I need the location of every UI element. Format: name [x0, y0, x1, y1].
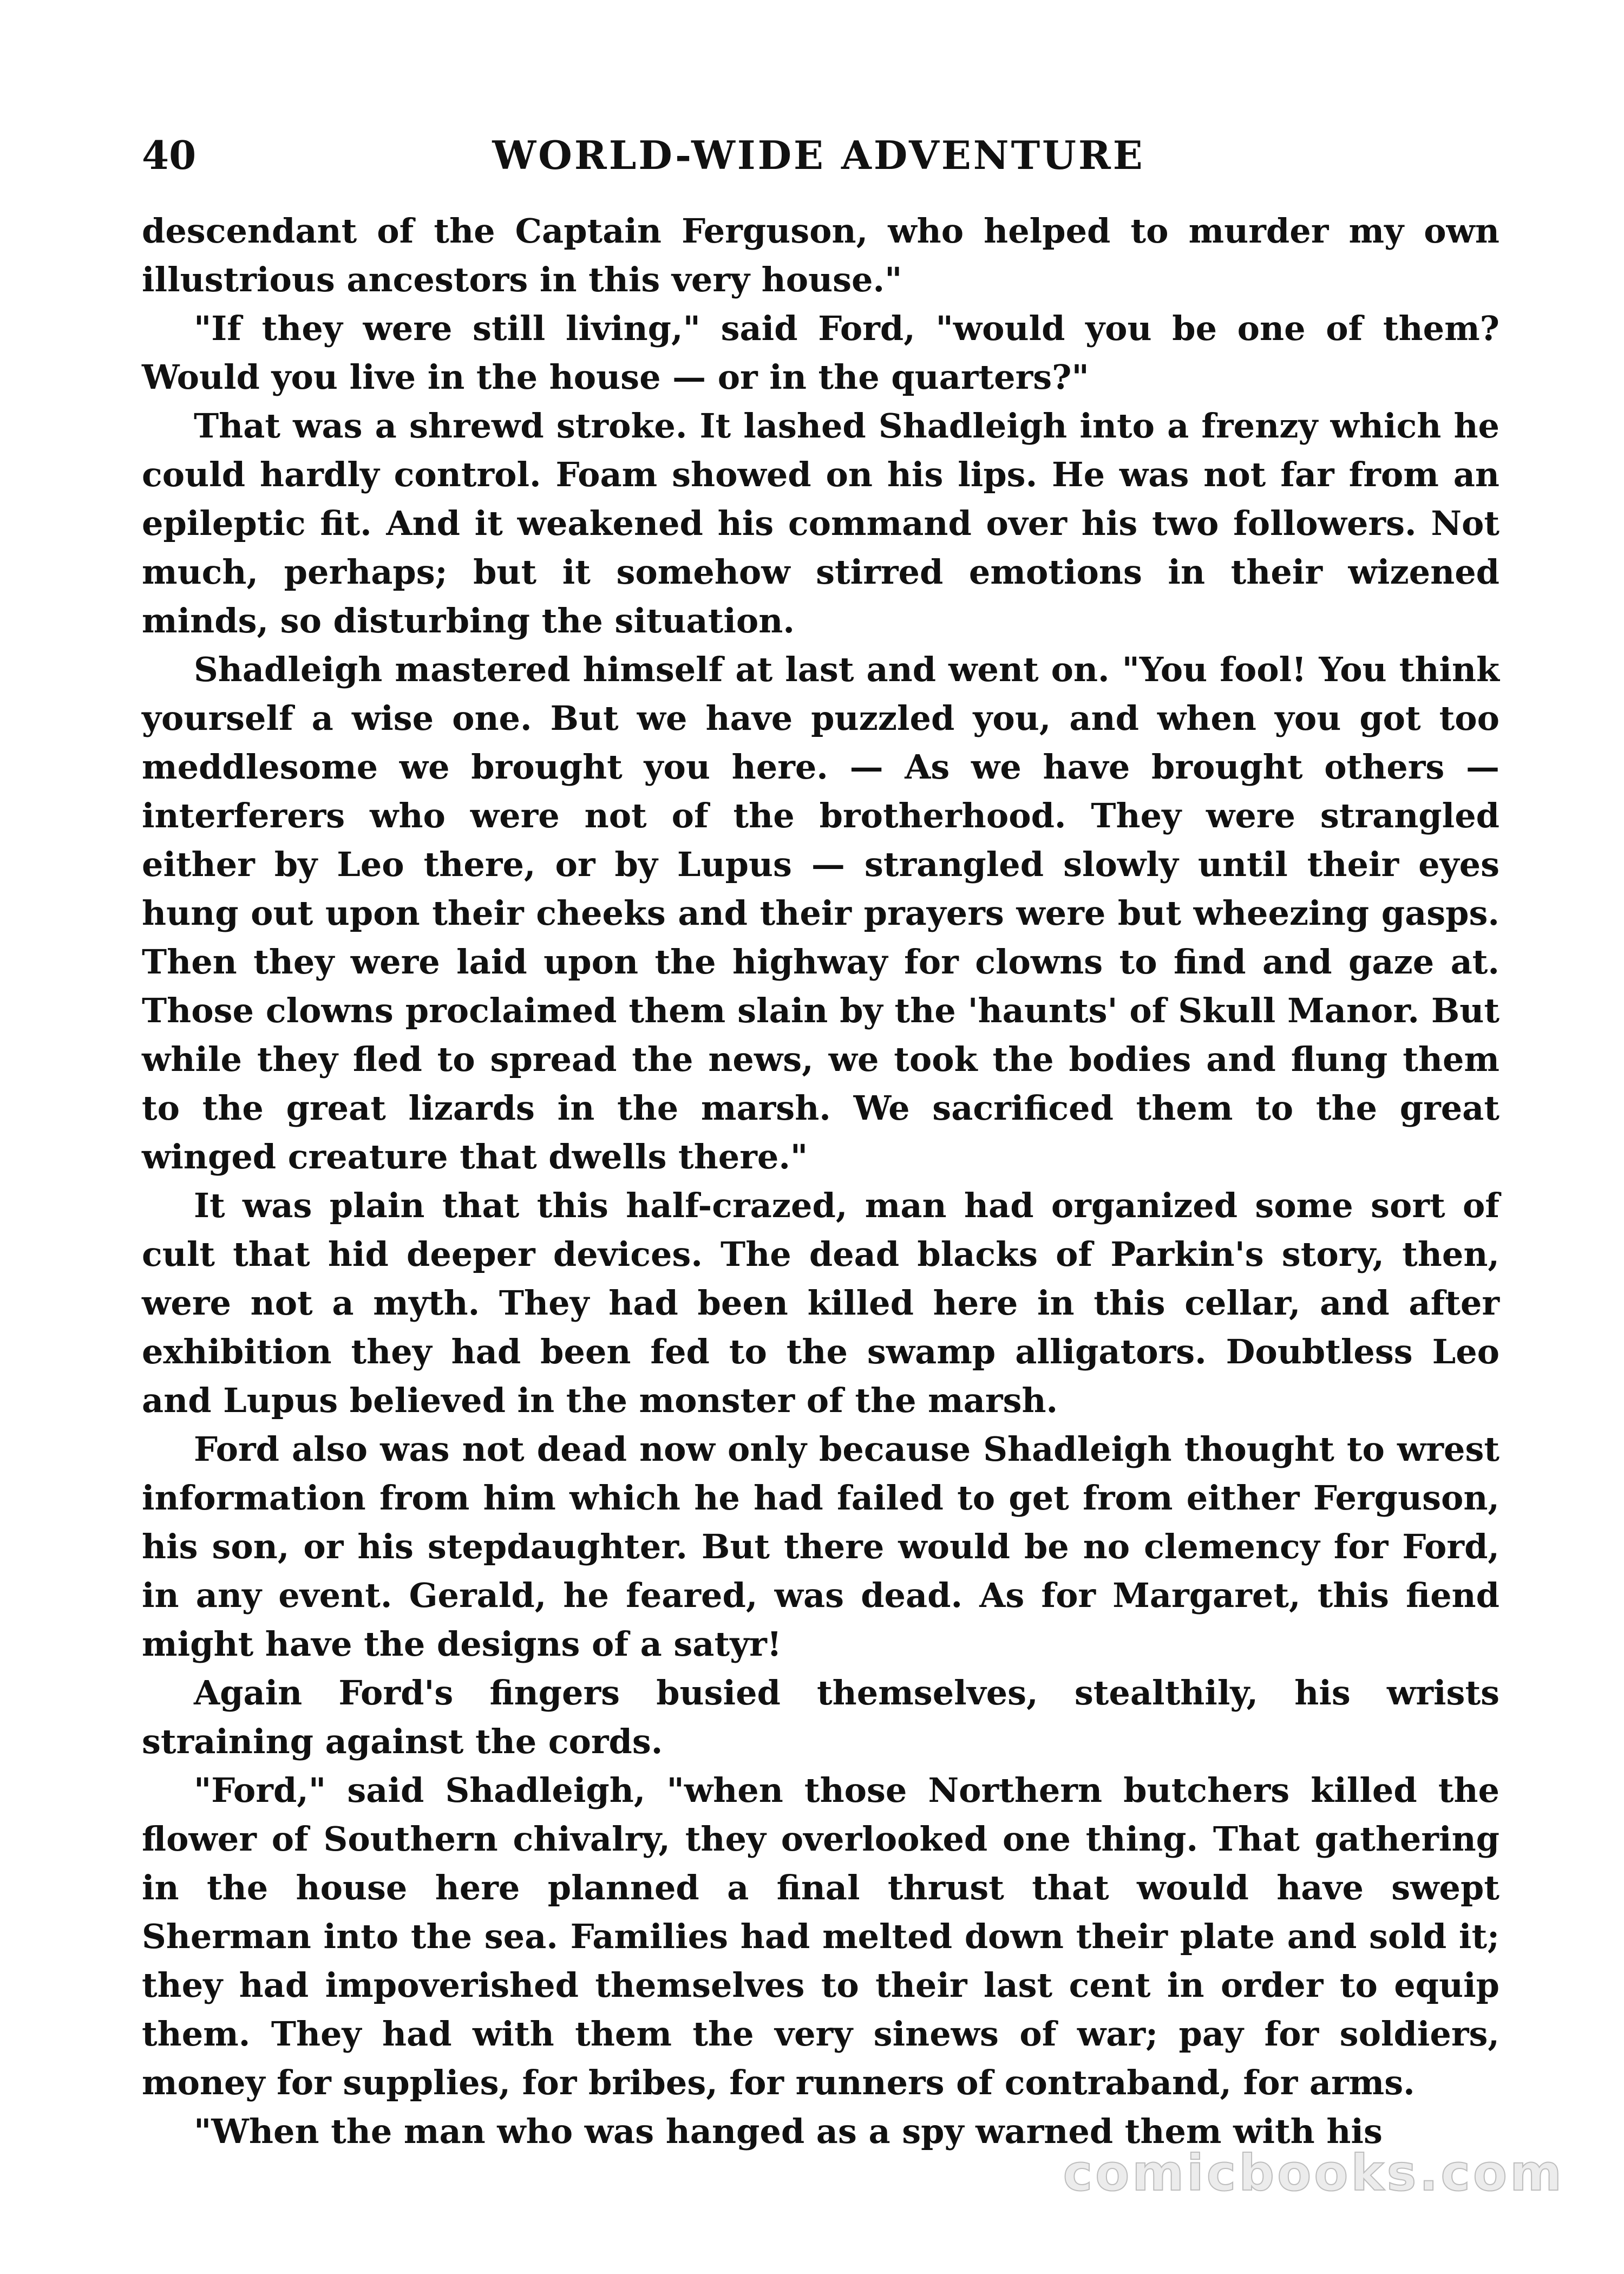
paragraph: "If they were still living," said Ford, "would you be one of them? Would you live in the house — or in the quarters?": [142, 309, 1499, 397]
paragraph: "When the man who was hanged as a spy warned them with his: [194, 2112, 1383, 2151]
page-header: [142, 126, 1495, 185]
running-title: WORLD-WIDE ADVENTURE: [492, 132, 1145, 178]
paragraph: descendant of the Captain Ferguson, who helped to murder my own illustrious ancestors in this very house.": [142, 211, 1499, 299]
body-text: [142, 207, 1499, 2156]
paragraph: Ford also was not dead now only because Shadleigh thought to wrest information from him which he had failed to get from either Ferguson, his son, or his stepdaughter. But there would be no clemency for Ford, in any event. Gerald, he feared, was dead. As for Margaret, this fiend might have the designs of a satyr!: [142, 1429, 1499, 1664]
watermark: comicbooks.com: [1063, 2144, 1564, 2202]
page-number: 40: [142, 132, 197, 178]
paragraph: Again Ford's fingers busied themselves, stealthily, his wrists straining against the cords.: [142, 1673, 1499, 1761]
paragraph: Shadleigh mastered himself at last and went on. "You fool! You think yourself a wise one. But we have puzzled you, and when you got too meddlesome we brought you here. — As we have brought others — interferers who were not of the brotherhood. They were strangled either by Leo there, or by Lupus — strangled slowly until their eyes hung out upon their cheeks and their prayers were but wheezing gasps. Then they were laid upon the highway for clowns to find and gaze at. Those clowns proclaimed them slain by the 'haunts' of Skull Manor. But while they fled to spread the news, we took the bodies and flung them to the great lizards in the marsh. We sacrificed them to the great winged creature that dwells there.": [142, 650, 1499, 1177]
paragraph: That was a shrewd stroke. It lashed Shadleigh into a frenzy which he could hardly control. Foam showed on his lips. He was not far from an epileptic fit. And it weakened his command over his two followers. Not much, perhaps; but it somehow stirred emotions in their wizened minds, so disturbing the situation.: [142, 406, 1499, 641]
paragraph: It was plain that this half-crazed, man had organized some sort of cult that hid deeper devices. The dead blacks of Parkin's story, then, were not a myth. They had been killed here in this cellar, and after exhibition they had been fed to the swamp alligators. Doubtless Leo and Lupus believed in the monster of the marsh.: [142, 1186, 1499, 1420]
paragraph: "Ford," said Shadleigh, "when those Northern butchers killed the flower of Southern chivalry, they overlooked one thing. That gathering in the house here planned a final thrust that would have swept Sherman into the sea. Families had melted down their plate and sold it; they had impoverished themselves to their last cent in order to equip them. They had with them the very sinews of war; pay for soldiers, money for supplies, for bribes, for runners of contraband, for arms.: [142, 1770, 1499, 2102]
